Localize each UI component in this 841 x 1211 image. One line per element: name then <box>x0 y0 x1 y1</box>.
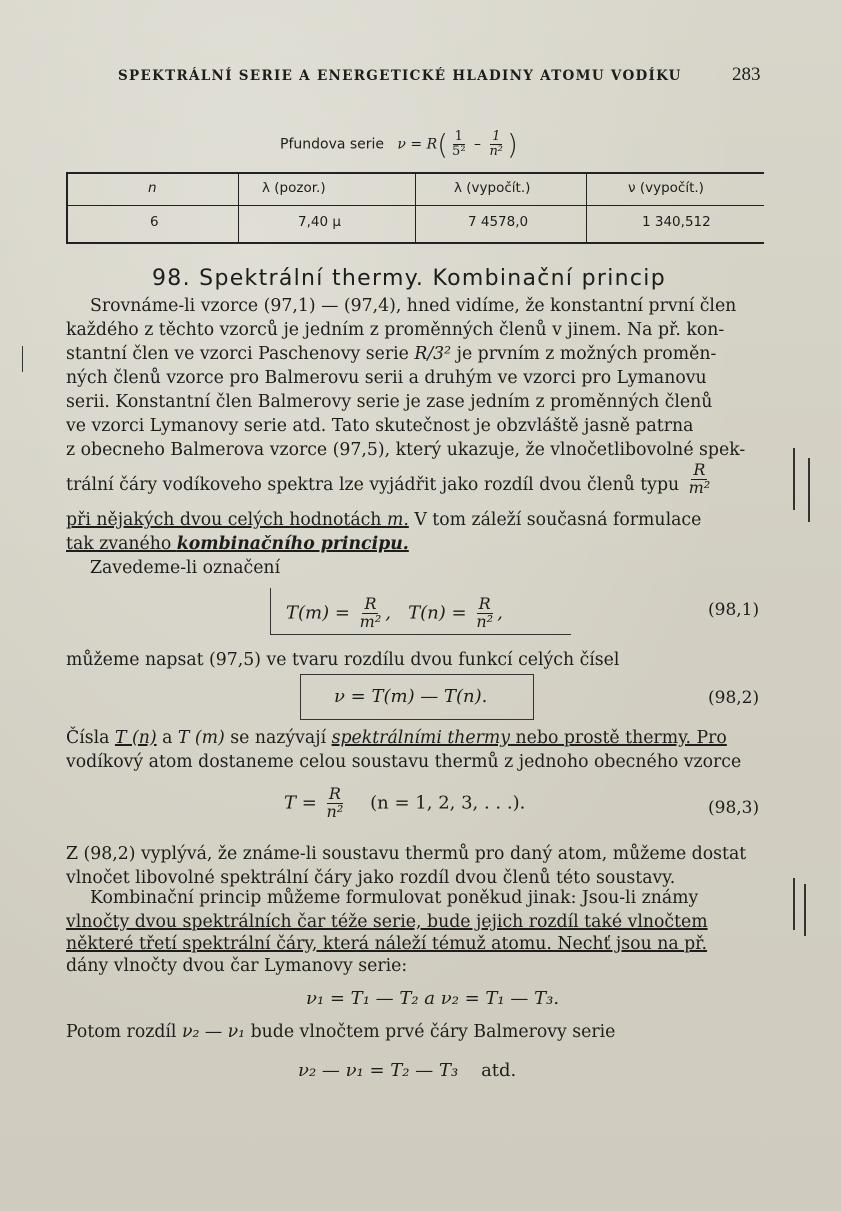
table-cell-lambda-calc: 7 4578,0 <box>468 214 529 230</box>
page-number: 283 <box>732 64 761 85</box>
para4-line2: vlnočty dvou spektrálních čar téže serie, bude jejich rozdíl také vlnočtem <box>66 912 708 932</box>
para1-line9: při nějakých dvou celých hodnotách m. V tom záleží současná formulace <box>66 510 702 530</box>
para2-line4: vodíkový atom dostaneme celou soustavu thermů z jednoho obecného vzorce <box>66 752 742 772</box>
para2-line3: Čísla T (n) a T (m) se nazývají spektrálními thermy nebo prostě thermy. Pro <box>66 728 727 748</box>
pfund-frac-1: $\frac{1}{\text{5²}}$ <box>452 129 466 159</box>
eq-number-98-3: (98,3) <box>708 798 760 818</box>
para4-line1: Kombinační princip můžeme formulovat poněkud jinak: Jsou-li známy <box>90 888 699 908</box>
table-cell-lambda-obs: 7,40 μ <box>298 214 341 230</box>
table-cell-nu-calc: 1 340,512 <box>642 214 711 230</box>
para2-line1: Zavedeme-li označení <box>90 558 281 578</box>
para1-line6: ve vzorci Lymanovy serie atd. Tato skutečnost je obzvláště jasně patrna <box>66 416 694 436</box>
running-header: SPEKTRÁLNÍ SERIE A ENERGETICKÉ HLADINY ATOMU VODÍKU <box>118 68 682 84</box>
margin-mark <box>808 458 810 522</box>
margin-mark <box>804 884 806 936</box>
para4-line4: dány vlnočty dvou čar Lymanovy serie: <box>66 956 408 976</box>
para1-line8: trální čáry vodíkoveho spektra lze vyjádřit jako rozdíl dvou členů typu $\frac{R}{\text{m²}}$ <box>66 460 711 497</box>
table-header-n: n <box>148 180 157 196</box>
pfund-table <box>66 172 764 244</box>
margin-mark <box>793 878 795 930</box>
frac-r-m2: $\frac{R}{\text{m²}}$ <box>688 460 711 497</box>
eq-98-2: ν = T(m) — T(n). <box>334 686 488 707</box>
eq-98-3: T = $\frac{R}{\text{n²}}$ (n = 1, 2, 3, . . .). <box>284 784 526 821</box>
para1-line3: stantní člen ve vzorci Paschenovy serie R/3² je prvním z možných proměn- <box>66 344 717 364</box>
pfund-frac-2: $\frac{1}{\text{n²}}$ <box>489 129 504 159</box>
para3-line1: Z (98,2) vyplývá, že známe-li soustavu thermů pro daný atom, můžeme dostat <box>66 844 747 864</box>
para1-line5: serii. Konstantní člen Balmerovy serie je zase jedním z proměnných členů <box>66 392 713 412</box>
table-header-nu-calc: ν (vypočít.) <box>628 180 704 196</box>
eq-difference: ν₂ — ν₁ = T₂ — T₃ atd. <box>298 1060 517 1081</box>
para1-line7: z obecneho Balmerova vzorce (97,5), který ukazuje, že vlnočetlibovolné spek- <box>66 440 746 460</box>
para2-line2: můžeme napsat (97,5) ve tvaru rozdílu dvou funkcí celých čísel <box>66 650 620 670</box>
pfund-formula: Pfundova serie ν = R( $\frac{1}{\text{5²}}$ – $\frac{1}{\text{n²}}$ ) <box>280 128 518 161</box>
pfund-lhs: ν = R <box>397 136 438 153</box>
table-cell-n: 6 <box>150 214 159 230</box>
para1-line1: Srovnáme-li vzorce (97,1) — (97,4), hned vidíme, že konstantní první člen <box>90 296 737 316</box>
eq-number-98-2: (98,2) <box>708 688 760 708</box>
para1-line2: každého z těchto vzorců je jedním z proměnných členů v jinem. Na př. kon- <box>66 320 725 340</box>
eq-98-1: T(m) = $\frac{R}{\text{m²}}$ , T(n) = $\frac{R}{\text{n²}}$ , <box>286 594 503 631</box>
para1-line4: ných členů vzorce pro Balmerovu serii a druhým ve vzorci pro Lymanovu <box>66 368 707 388</box>
para4-line3: některé třetí spektrální čáry, která náleží témuž atomu. Nechť jsou na př. <box>66 934 708 954</box>
section-heading: 98. Spektrální thermy. Kombinační princip <box>152 266 666 291</box>
table-header-lambda-calc: λ (vypočít.) <box>454 180 531 196</box>
margin-mark <box>793 448 795 510</box>
margin-mark <box>22 346 23 372</box>
para1-line10: tak zvaného kombinačního principu. <box>66 534 409 554</box>
pfund-title: Pfundova serie <box>280 136 385 153</box>
eq-lyman-lines: ν₁ = T₁ — T₂ a ν₂ = T₁ — T₃. <box>306 988 560 1009</box>
para3-line2: vlnočet libovolné spektrální čáry jako rozdíl dvou členů této soustavy. <box>66 868 676 888</box>
para4-line5: Potom rozdíl ν₂ — ν₁ bude vlnočtem prvé čáry Balmerovy serie <box>66 1022 616 1042</box>
eq-number-98-1: (98,1) <box>708 600 760 620</box>
table-header-lambda-obs: λ (pozor.) <box>262 180 326 196</box>
